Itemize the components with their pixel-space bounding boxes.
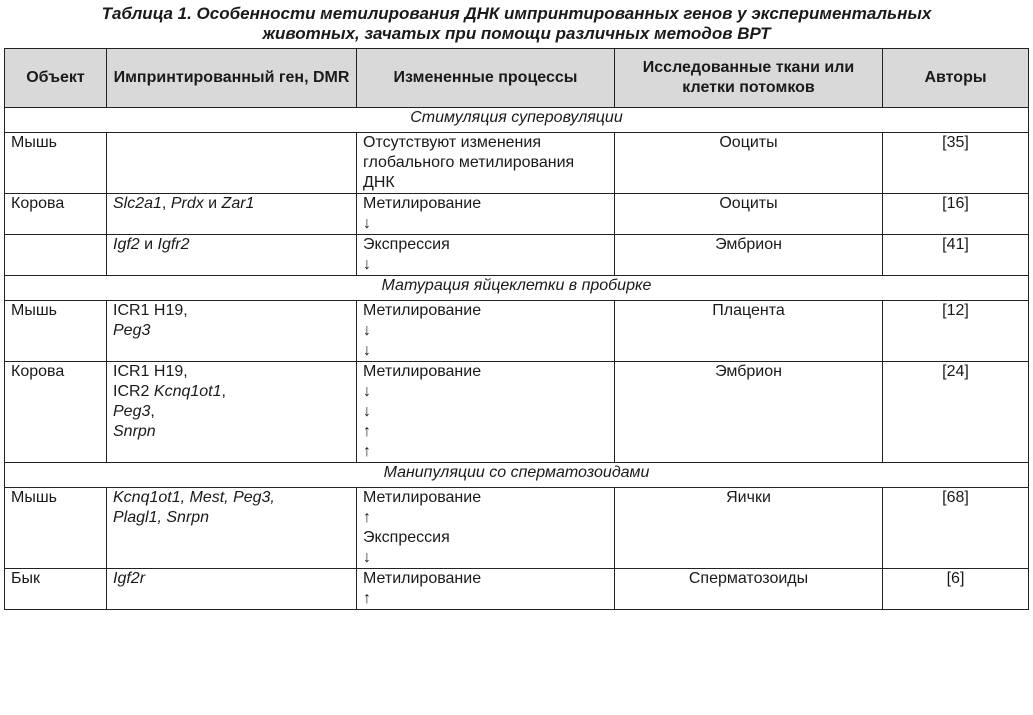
cell-ref: [16] bbox=[883, 194, 1029, 235]
methylation-table bbox=[4, 48, 1029, 610]
arrow-icon: ↓ bbox=[363, 256, 371, 273]
arrow-icon: ↓ bbox=[363, 215, 371, 232]
arrow-icon: ↓ bbox=[363, 322, 371, 339]
gene-sep: , bbox=[150, 403, 155, 420]
cell-tissue: Сперматозоиды bbox=[615, 569, 883, 610]
process-line: Экспрессия bbox=[363, 529, 450, 546]
cell-gene bbox=[107, 569, 357, 610]
header-gene: Импринтированный ген, DMR bbox=[107, 49, 357, 108]
cell-gene bbox=[107, 194, 357, 235]
section-title: Матурация яйцеклетки в пробирке bbox=[5, 276, 1029, 301]
cell-gene bbox=[107, 235, 357, 276]
process-line: Метилирование bbox=[363, 363, 482, 380]
gene-name: Snrpn bbox=[113, 423, 156, 440]
cell-gene bbox=[107, 301, 357, 362]
process-line: Экспрессия bbox=[363, 236, 450, 253]
arrow-icon: ↓ bbox=[363, 549, 371, 566]
gene-name: Plagl1, Snrpn bbox=[113, 509, 210, 526]
gene-sep: , bbox=[221, 383, 226, 400]
cell-ref: [12] bbox=[883, 301, 1029, 362]
arrow-icon: ↑ bbox=[363, 509, 371, 526]
gene-name: Peg3 bbox=[113, 322, 151, 339]
section-title: Стимуляция суперовуляции bbox=[5, 108, 1029, 133]
arrow-icon: ↓ bbox=[363, 383, 371, 400]
table-row bbox=[5, 569, 1029, 610]
header-tissues: Исследованные ткани или клетки потомков bbox=[615, 49, 883, 108]
gene-sep: и bbox=[203, 195, 222, 212]
cell-ref: [68] bbox=[883, 488, 1029, 569]
cell-tissue: Ооциты bbox=[615, 133, 883, 194]
gene-name: Zar1 bbox=[221, 195, 255, 212]
gene-name: Kcnq1ot1, Mest, Peg3, bbox=[113, 489, 275, 506]
gene-name: Kcnq1ot1 bbox=[153, 383, 222, 400]
arrow-icon: ↑ bbox=[363, 423, 371, 440]
section-row bbox=[5, 276, 1029, 301]
table-row bbox=[5, 301, 1029, 362]
process-line: глобального метилирования bbox=[363, 154, 575, 171]
cell-object: Корова bbox=[5, 194, 107, 235]
process-line: Отсутствуют изменения bbox=[363, 134, 541, 151]
table-caption bbox=[0, 4, 1033, 44]
cell-processes bbox=[357, 301, 615, 362]
table-row bbox=[5, 235, 1029, 276]
cell-object: Корова bbox=[5, 362, 107, 463]
cell-gene bbox=[107, 488, 357, 569]
cell-object: Бык bbox=[5, 569, 107, 610]
cell-processes bbox=[357, 569, 615, 610]
gene-name: Igfr2 bbox=[157, 236, 190, 253]
gene-name: Slc2a1 bbox=[113, 195, 162, 212]
cell-object: Мышь bbox=[5, 301, 107, 362]
section-title: Манипуляции со сперматозоидами bbox=[5, 463, 1029, 488]
header-object: Объект bbox=[5, 49, 107, 108]
gene-name: Peg3 bbox=[113, 403, 151, 420]
section-row bbox=[5, 108, 1029, 133]
cell-processes bbox=[357, 194, 615, 235]
header-authors: Авторы bbox=[883, 49, 1029, 108]
cell-tissue: Эмбрион bbox=[615, 362, 883, 463]
gene-name: ICR1 H19, bbox=[113, 363, 188, 380]
process-line: Метилирование bbox=[363, 195, 482, 212]
cell-tissue: Ооциты bbox=[615, 194, 883, 235]
cell-processes bbox=[357, 488, 615, 569]
arrow-icon: ↓ bbox=[363, 403, 371, 420]
cell-processes bbox=[357, 133, 615, 194]
cell-ref: [24] bbox=[883, 362, 1029, 463]
gene-sep: и bbox=[139, 236, 158, 253]
gene-name: ICR1 H19, bbox=[113, 302, 188, 319]
process-line: Метилирование bbox=[363, 570, 482, 587]
cell-object: Мышь bbox=[5, 488, 107, 569]
table-row bbox=[5, 133, 1029, 194]
section-row bbox=[5, 463, 1029, 488]
table-row bbox=[5, 194, 1029, 235]
cell-gene bbox=[107, 362, 357, 463]
process-line: Метилирование bbox=[363, 302, 482, 319]
cell-object bbox=[5, 235, 107, 276]
table-row bbox=[5, 362, 1029, 463]
arrow-icon: ↑ bbox=[363, 590, 371, 607]
cell-tissue: Яички bbox=[615, 488, 883, 569]
gene-sep: , bbox=[161, 195, 171, 212]
arrow-icon: ↓ bbox=[363, 342, 371, 359]
cell-tissue: Эмбрион bbox=[615, 235, 883, 276]
cell-ref: [41] bbox=[883, 235, 1029, 276]
table-row bbox=[5, 488, 1029, 569]
process-line: Метилирование bbox=[363, 489, 482, 506]
cell-processes bbox=[357, 235, 615, 276]
cell-ref: [6] bbox=[883, 569, 1029, 610]
arrow-icon: ↑ bbox=[363, 443, 371, 460]
gene-name: Igf2r bbox=[113, 570, 146, 587]
header-row bbox=[5, 49, 1029, 108]
cell-processes bbox=[357, 362, 615, 463]
gene-name: ICR2 bbox=[113, 383, 154, 400]
cell-tissue: Плацента bbox=[615, 301, 883, 362]
caption-line-1: Таблица 1. Особенности метилирования ДНК импринтированных генов у экспериментальных bbox=[101, 4, 932, 23]
gene-name: Prdx bbox=[170, 195, 204, 212]
cell-ref: [35] bbox=[883, 133, 1029, 194]
header-processes: Измененные процессы bbox=[357, 49, 615, 108]
gene-name: Igf2 bbox=[113, 236, 140, 253]
cell-gene bbox=[107, 133, 357, 194]
process-line: ДНК bbox=[363, 174, 395, 191]
caption-line-2: животных, зачатых при помощи различных методов ВРТ bbox=[262, 24, 771, 43]
cell-object: Мышь bbox=[5, 133, 107, 194]
